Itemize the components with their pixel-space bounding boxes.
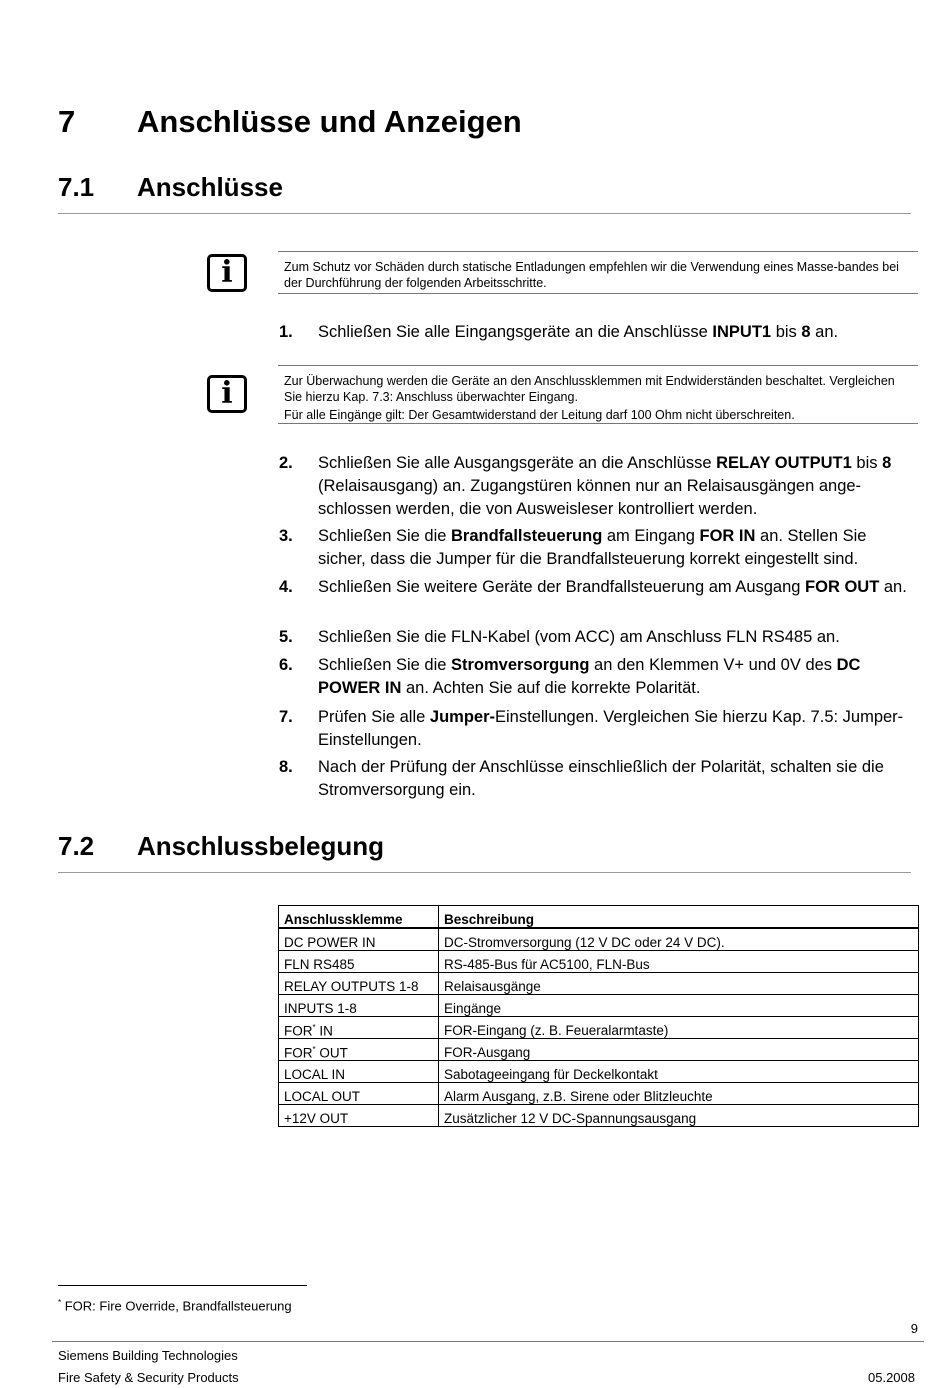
- terminal-name: LOCAL OUT: [284, 1089, 361, 1104]
- description-cell: FOR-Eingang (z. B. Feueralarmtaste): [439, 1017, 919, 1039]
- terminal-name: RELAY OUTPUTS 1-8: [284, 979, 419, 994]
- chapter-title: Anschlüsse und Anzeigen: [137, 104, 522, 139]
- section-title: Anschlussbelegung: [137, 831, 385, 861]
- step-text: Nach der Prüfung der Anschlüsse einschließlich der Polarität, schalten sie die Stromversorgung ein.: [318, 758, 884, 799]
- supervision-note: [278, 365, 918, 424]
- step-bold: FOR IN: [699, 527, 756, 545]
- table-row: [279, 995, 919, 1017]
- terminal-name: FLN RS485: [284, 957, 355, 972]
- footnote-text: FOR: Fire Override, Brandfallsteuerung: [61, 1298, 292, 1314]
- step-number: 2.: [279, 454, 293, 472]
- description-cell: DC-Stromversorgung (12 V DC oder 24 V DC).: [439, 928, 919, 951]
- terminal-name-suffix: IN: [315, 1023, 333, 1038]
- step-bold: DC POWER IN: [318, 656, 861, 697]
- step-text: Schließen Sie weitere Geräte der Brandfallsteuerung am Ausgang: [318, 578, 806, 596]
- table-row: [279, 928, 919, 951]
- info-icon: i: [207, 375, 247, 413]
- terminal-name: +12V OUT: [284, 1111, 349, 1126]
- step-text: an den Klemmen V+ und 0V des: [589, 656, 837, 674]
- section-number: 7.2: [58, 831, 95, 861]
- step-text: an.: [879, 578, 907, 596]
- step-text: Einstellungen. Vergleichen Sie hierzu Kap. 7.5: Jumper-Einstellungen.: [318, 708, 904, 749]
- footnote-mark: *: [58, 1298, 62, 1307]
- pin-assignment-table: [278, 905, 919, 1127]
- terminal-cell: [279, 973, 439, 995]
- terminal-cell: [279, 1105, 439, 1127]
- terminal-name: LOCAL IN: [284, 1067, 346, 1082]
- footnote-mark: *: [312, 1022, 316, 1032]
- description-cell: Relaisausgänge: [439, 973, 919, 995]
- description-cell: Zusätzlicher 12 V DC-Spannungsausgang: [439, 1105, 919, 1127]
- info-icon: i: [207, 254, 247, 292]
- column-header: Anschlussklemme: [279, 906, 439, 929]
- section-divider: [58, 872, 911, 873]
- table-row: [279, 951, 919, 973]
- description-cell: Sabotageeingang für Deckelkontakt: [439, 1061, 919, 1083]
- terminal-cell: [279, 1083, 439, 1105]
- section-title: Anschlüsse: [137, 172, 283, 202]
- step-text: am Eingang: [602, 527, 700, 545]
- step-text: an. Stellen Sie sicher, dass die Jumper für die Brandfallsteuerung korrekt eingestellt sind.: [318, 527, 867, 568]
- note-line: Für alle Eingänge gilt: Der Gesamtwiderstand der Leitung darf 100 Ohm nicht überschreiten.: [284, 408, 795, 422]
- footnote: [58, 1298, 292, 1313]
- step-number: 1.: [279, 323, 293, 341]
- step-text: Prüfen Sie alle: [318, 708, 430, 726]
- table-row: [279, 973, 919, 995]
- step-text: Schließen Sie die: [318, 656, 451, 674]
- step-number: 8.: [279, 758, 293, 776]
- step-number: 6.: [279, 656, 293, 674]
- note-text: Zum Schutz vor Schäden durch statische Entladungen empfehlen wir die Verwendung eines Masse-bandes bei der Durchführung der folgenden Arbeitsschritte.: [284, 260, 899, 290]
- terminal-name: INPUTS 1-8: [284, 1001, 357, 1016]
- step-text: (Relaisausgang) an. Zugangstüren können nur an Relaisausgängen ange-schlossen werden, die von Ausweisleser kontrolliert werden.: [318, 477, 862, 518]
- description-cell: FOR-Ausgang: [439, 1039, 919, 1061]
- table-row: [279, 1017, 919, 1039]
- footnote-mark: *: [312, 1044, 316, 1054]
- step-text: bis: [851, 454, 883, 472]
- description-cell: Eingänge: [439, 995, 919, 1017]
- terminal-name: FOR: [284, 1023, 313, 1038]
- description-cell: Alarm Ausgang, z.B. Sirene oder Blitzleuchte: [439, 1083, 919, 1105]
- section-number: 7.1: [58, 172, 95, 202]
- chapter-number: 7: [58, 104, 76, 139]
- terminal-cell: [279, 928, 439, 951]
- column-header: Beschreibung: [439, 906, 919, 929]
- step-number: 7.: [279, 708, 293, 726]
- step-text: Schließen Sie die: [318, 527, 451, 545]
- description-cell: RS-485-Bus für AC5100, FLN-Bus: [439, 951, 919, 973]
- step-text: Schließen Sie die FLN-Kabel (vom ACC) am Anschluss FLN RS485 an.: [318, 628, 840, 646]
- step-bold: FOR OUT: [805, 578, 880, 596]
- step-bold: Stromversorgung: [451, 656, 590, 674]
- table-row: [279, 1039, 919, 1061]
- step-number: 3.: [279, 527, 293, 545]
- terminal-cell: [279, 1017, 439, 1039]
- step-text: an.: [810, 323, 839, 341]
- step-bold: 8: [882, 454, 892, 472]
- step-text: an. Achten Sie auf die korrekte Polarität.: [401, 679, 701, 697]
- table-row: [279, 1061, 919, 1083]
- step-bold: Jumper-: [429, 708, 496, 726]
- note-line: Zur Überwachung werden die Geräte an den Anschlussklemmen mit Endwiderständen beschaltet. Vergleichen Sie hierzu Kap. 7.3: Anschluss überwachter Eingang.: [284, 374, 895, 404]
- footer-division: Fire Safety & Security Products: [58, 1370, 239, 1385]
- step-text: Schließen Sie alle Eingangsgeräte an die Anschlüsse: [318, 323, 713, 341]
- table-row: [279, 1083, 919, 1105]
- step-bold: RELAY OUTPUT1: [716, 454, 852, 472]
- footer-divider: [52, 1341, 924, 1342]
- footnote-divider: [58, 1285, 307, 1286]
- footer-company: Siemens Building Technologies: [58, 1348, 238, 1363]
- step-bold: 8: [801, 323, 811, 341]
- step-text: Schließen Sie alle Ausgangsgeräte an die Anschlüsse: [318, 454, 717, 472]
- step-bold: Brandfallsteuerung: [451, 527, 603, 545]
- step-text: bis: [771, 323, 802, 341]
- table-header-row: [279, 906, 919, 929]
- section-divider: [58, 213, 911, 214]
- terminal-cell: [279, 951, 439, 973]
- terminal-cell: [279, 1061, 439, 1083]
- esd-note: [278, 251, 918, 294]
- step-bold: INPUT1: [712, 323, 772, 341]
- page-number: 9: [910, 1321, 918, 1336]
- terminal-name: FOR: [284, 1045, 313, 1060]
- terminal-cell: [279, 995, 439, 1017]
- terminal-name-suffix: OUT: [315, 1045, 348, 1060]
- footer-date: 05.2008: [868, 1370, 915, 1385]
- step-number: 5.: [279, 628, 293, 646]
- step-number: 4.: [279, 578, 293, 596]
- table-row: [279, 1105, 919, 1127]
- terminal-cell: [279, 1039, 439, 1061]
- terminal-name: DC POWER IN: [284, 935, 376, 950]
